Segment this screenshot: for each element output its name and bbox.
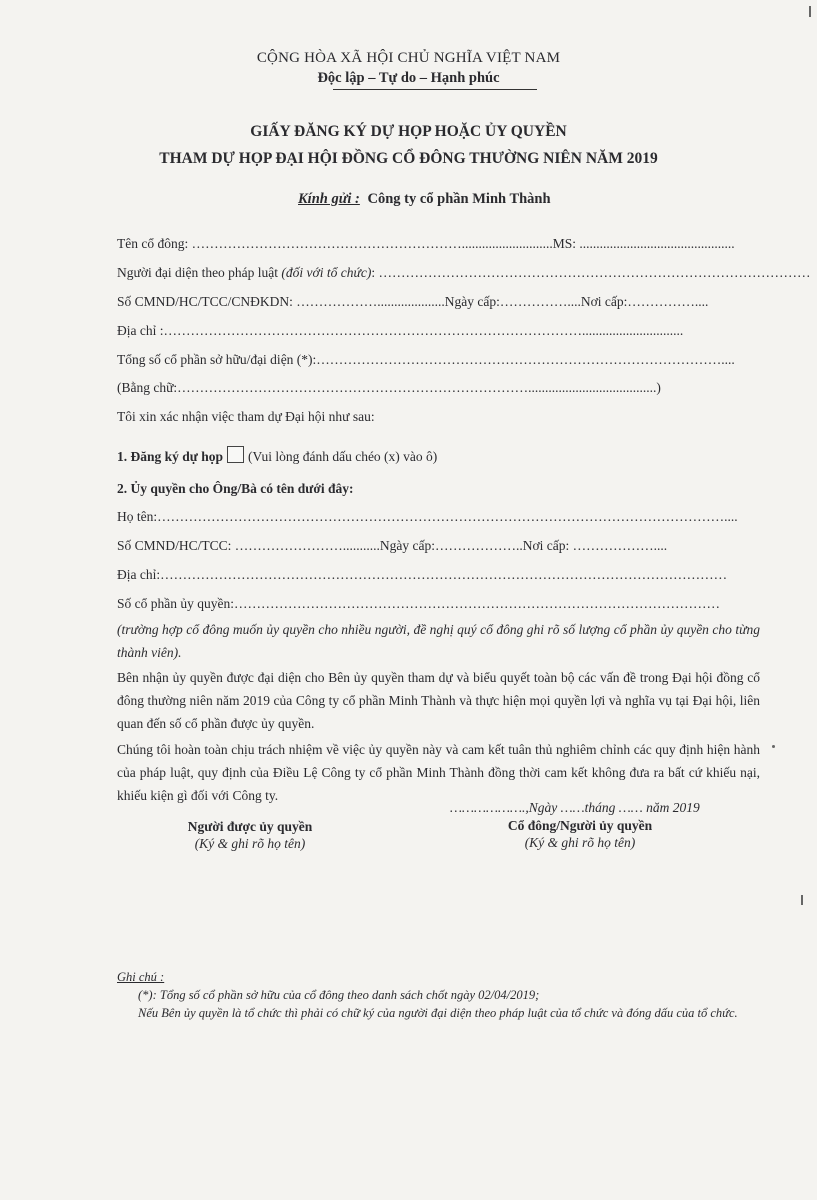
section1-register <box>117 446 437 465</box>
section1-heading: 1. Đăng ký dự họp <box>117 449 224 464</box>
form-title-line1: GIẤY ĐĂNG KÝ DỰ HỌP HOẶC ỦY QUYỀN <box>250 123 567 140</box>
proxy-shares-field[interactable]: Số cổ phần ủy quyền:……………………………………………………………………………………………… <box>117 596 720 611</box>
addressee-line <box>298 191 551 208</box>
shareholder-address-field[interactable]: Địa chỉ :………………………………………………………………………………….............................. <box>117 323 684 338</box>
scan-mark <box>772 745 775 748</box>
attend-checkbox[interactable] <box>227 446 244 463</box>
legal-representative-label: Người đại diện theo pháp luật <box>117 265 282 280</box>
legal-representative-field[interactable] <box>117 265 810 281</box>
confirmation-text: Tôi xin xác nhận việc tham dự Đại hội như sau: <box>117 409 375 424</box>
proxy-signature-title: Người được ủy quyền <box>187 819 313 834</box>
legal-representative-note: (đối với tổ chức) <box>281 265 372 280</box>
footnote-line1: (*): Tổng số cổ phần sở hữu của cổ đông theo danh sách chốt ngày 02/04/2019; <box>138 988 540 1002</box>
motto-underline <box>333 89 537 90</box>
proxy-note: (trường hợp cổ đông muốn ủy quyền cho nhiều người, đề nghị quý cổ đông ghi rõ số lượng cổ phần ủy quyền cho từng thành viên). <box>117 622 760 660</box>
shareholder-id-field[interactable]: Số CMND/HC/TCC/CNĐKDN: ………………....................Ngày cấp:……………....Nơi cấp:…………….... <box>117 294 709 309</box>
authorization-paragraph: Bên nhận ủy quyền được đại diện cho Bên ủy quyền tham dự và biểu quyết toàn bộ các vấn đề trong Đại hội đồng cổ đông thường niên năm 2019 của Công ty cổ phần Minh Thành và thực hiện mọi quyền lợi và nghĩa vụ tại Đại hội, liên quan đến số cổ phần được ủy quyền. <box>117 670 760 731</box>
nation-header: CỘNG HÒA XÃ HỘI CHỦ NGHĨA VIỆT NAM <box>256 50 561 66</box>
addressee-company: Công ty cổ phần Minh Thành <box>367 191 551 207</box>
shareholder-signature-title: Cổ đông/Người ủy quyền <box>507 818 653 833</box>
scan-mark <box>801 895 803 905</box>
proxy-signature-instruction: (Ký & ghi rõ họ tên) <box>194 836 306 851</box>
proxy-id-field[interactable]: Số CMND/HC/TCC: ……………………...........Ngày cấp:………………..Nơi cấp: ……………….... <box>117 538 668 553</box>
motto: Độc lập – Tự do – Hạnh phúc <box>317 70 500 86</box>
proxy-address-field[interactable]: Địa chỉ:……………………………………………………………………………………………………………… <box>117 567 728 582</box>
footnote-line2: Nếu Bên ủy quyền là tổ chức thì phải có chữ ký của người đại diện theo pháp luật của tổ chức và đóng dấu của tổ chức. <box>138 1006 738 1020</box>
shareholder-name-field[interactable]: Tên cổ đông: ……………………………………………………...........................MS: .............................................. <box>117 236 735 251</box>
commitment-paragraph: Chúng tôi hoàn toàn chịu trách nhiệm về việc ủy quyền này và cam kết tuân thủ nghiêm chỉnh các quy định hiện hành của pháp luật, quy định của Điều Lệ Công ty cổ phần Minh Thành đồng thời cam kết không đưa ra bất cứ khiếu nại, khiếu kiện gì đối với Công ty. <box>117 742 760 803</box>
total-shares-field[interactable]: Tổng số cổ phần sở hữu/đại diện (*):……………………………………………………………………………….... <box>117 352 735 367</box>
section2-heading: 2. Ủy quyền cho Ông/Bà có tên dưới đây: <box>117 481 354 496</box>
proxy-name-field[interactable]: Họ tên:……………………………………………………………………………………………………………….... <box>117 509 738 524</box>
section1-instruction: (Vui lòng đánh dấu chéo (x) vào ô) <box>248 449 438 464</box>
footnote-label: Ghi chú : <box>117 970 165 984</box>
scan-mark <box>809 6 811 17</box>
signature-date: ……………….,Ngày ……tháng …… năm 2019 <box>450 800 700 815</box>
addressee-label: Kính gửi : <box>298 191 360 207</box>
shareholder-signature-instruction: (Ký & ghi rõ họ tên) <box>524 835 636 850</box>
form-title-line2: THAM DỰ HỌP ĐẠI HỘI ĐỒNG CỔ ĐÔNG THƯỜNG NIÊN NĂM 2019 <box>159 150 658 167</box>
legal-representative-blank: : …………………………………………………………………………………… <box>371 265 811 280</box>
shares-in-words-field[interactable]: (Bằng chữ:……………………………………………………………………......................................) <box>117 380 661 395</box>
